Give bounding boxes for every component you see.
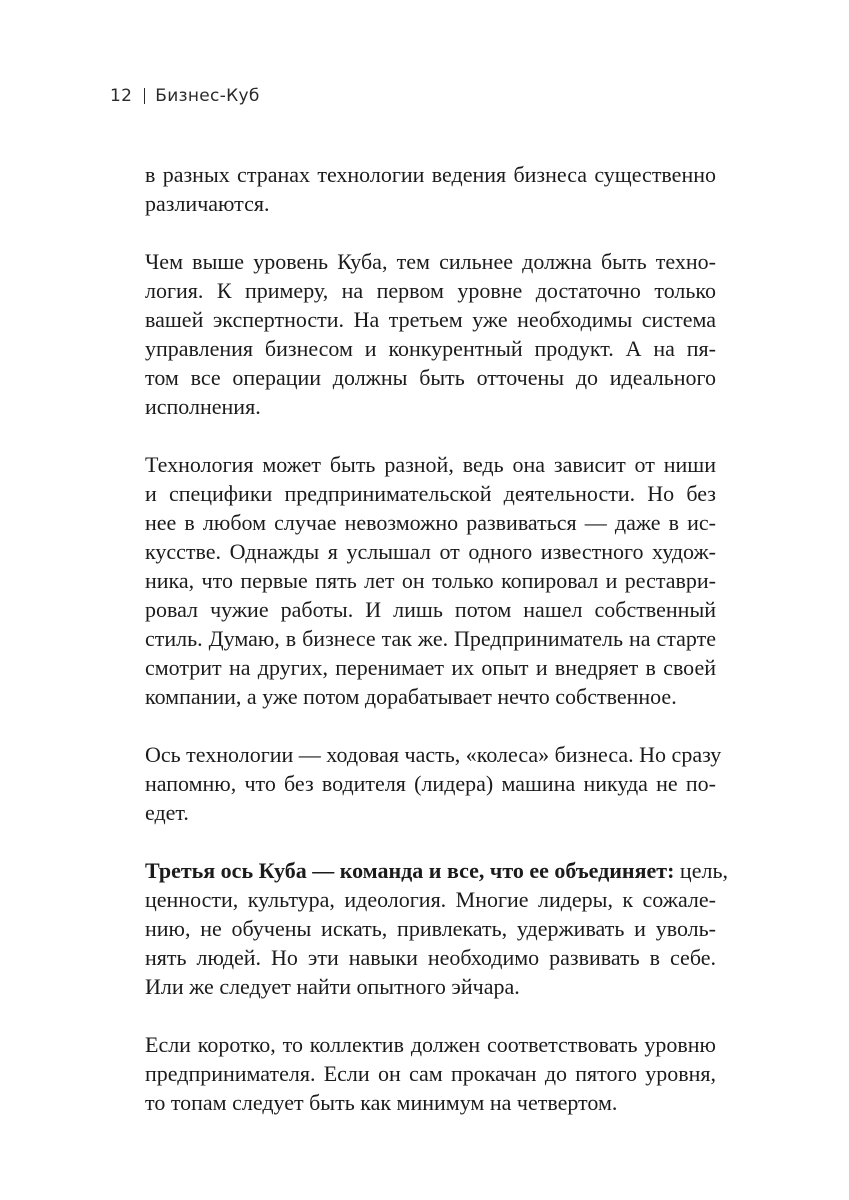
text-line: предпринимателя. Если он сам прокачан до пятого уровня, (145, 1061, 716, 1086)
text-line: Если коротко, то коллектив должен соответствовать уровню (145, 1032, 716, 1057)
text-line: вашей экспертности. На третьем уже необходимы система (145, 307, 716, 332)
text-line: Технология может быть разной, ведь она зависит от ниши (145, 452, 716, 477)
text-line: Чем выше уровень Куба, тем сильнее должна быть техно- (145, 249, 716, 274)
text-line: то топам следует быть как минимум на четвертом. (145, 1090, 618, 1115)
text-line: и специфики предпринимательской деятельности. Но без (145, 481, 716, 506)
text-line (145, 856, 728, 885)
text-line: том все операции должны быть отточены до идеального (145, 365, 716, 390)
text-line: Ось технологии — ходовая часть, «колеса» бизнеса. Но сразу (145, 742, 722, 767)
first-line-rest: цель, (674, 858, 728, 883)
text-line: едет. (145, 800, 189, 825)
text-line: ника, что первые пять лет он только копировал и реставри- (145, 568, 716, 593)
page-number: 12 (110, 86, 133, 106)
book-title: Бизнес-Куб (155, 86, 260, 106)
bold-lead: Третья ось Куба — команда и все, что ее объединяет: (145, 858, 675, 883)
text-line: нять людей. Но эти навыки необходимо развивать в себе. (145, 945, 716, 970)
text-line: кусстве. Однажды я услышал от одного известного худож- (145, 539, 716, 564)
paragraph-4 (145, 740, 722, 827)
text-line: стиль. Думаю, в бизнесе так же. Предприниматель на старте (145, 626, 716, 651)
paragraph-6 (145, 1030, 716, 1117)
text-line: логия. К примеру, на первом уровне достаточно только (145, 278, 716, 303)
paragraph-2 (145, 247, 716, 421)
text-line: управления бизнесом и конкурентный продукт. А на пя- (145, 336, 716, 361)
paragraph-1 (145, 160, 716, 218)
text-line: напомню, что без водителя (лидера) машина никуда не по- (145, 771, 716, 796)
text-line: Или же следует найти опытного эйчара. (145, 974, 520, 999)
text-line: нию, не обучены искать, привлекать, удерживать и уволь- (145, 916, 716, 941)
body-text (145, 160, 728, 1146)
text-line: различаются. (145, 191, 270, 216)
text-line: ровал чужие работы. И лишь потом нашел собственный (145, 597, 716, 622)
text-line: в разных странах технологии ведения бизнеса существенно (145, 162, 716, 187)
text-line: нее в любом случае невозможно развиваться — даже в ис- (145, 510, 716, 535)
text-line: исполнения. (145, 394, 261, 419)
text-line: смотрит на других, перенимает их опыт и внедряет в своей (145, 655, 716, 680)
header-separator (144, 88, 145, 104)
paragraph-3 (145, 450, 716, 711)
text-line: компании, а уже потом дорабатывает нечто собственное. (145, 684, 677, 709)
running-header (110, 86, 260, 106)
paragraph-5 (145, 856, 728, 1001)
text-line: ценности, культура, идеология. Многие лидеры, к сожале- (145, 887, 716, 912)
